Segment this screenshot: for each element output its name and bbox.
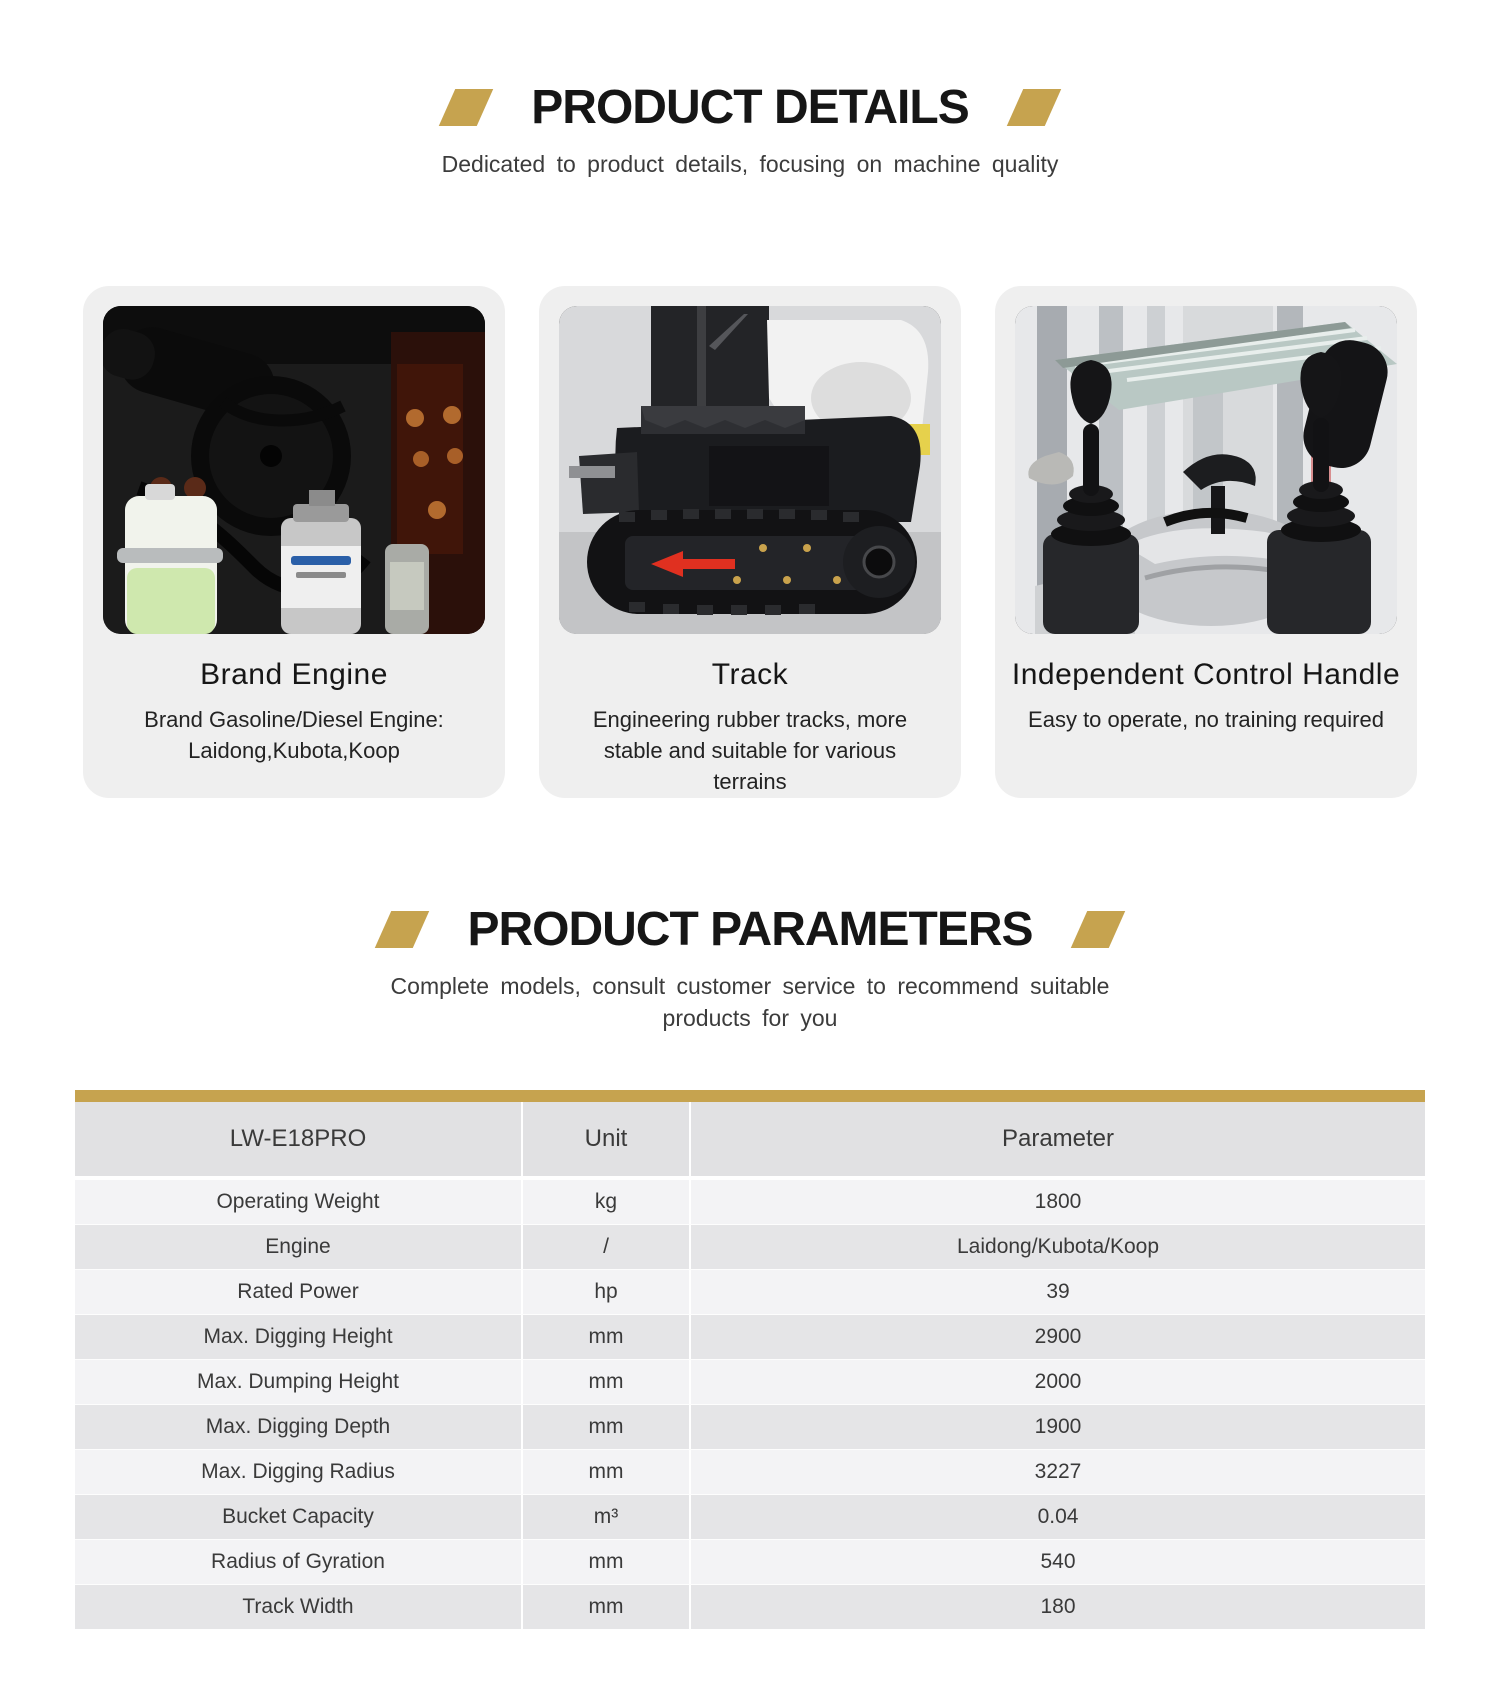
param-value: 180 — [689, 1585, 1425, 1629]
gold-slash-icon — [1006, 89, 1060, 126]
feature-card-engine — [83, 286, 505, 798]
table-row — [75, 1495, 1425, 1540]
details-title: PRODUCT DETAILS — [531, 81, 969, 134]
table-row — [75, 1540, 1425, 1585]
param-unit: mm — [521, 1405, 689, 1449]
param-value: 3227 — [689, 1450, 1425, 1494]
param-value: 39 — [689, 1270, 1425, 1314]
details-header — [0, 80, 1500, 135]
control-handles-image — [1015, 306, 1397, 634]
param-name: Engine — [265, 1234, 331, 1258]
param-value: 1800 — [689, 1180, 1425, 1224]
card-description: Easy to operate, no training required — [1028, 706, 1384, 732]
card-title: Track — [711, 657, 789, 691]
column-header-model: LW-E18PRO — [229, 1124, 367, 1152]
param-name: Track Width — [242, 1594, 354, 1618]
excavator-track-photo — [559, 306, 941, 634]
feature-card-track — [539, 286, 961, 798]
param-unit: kg — [521, 1180, 689, 1224]
param-name: Bucket Capacity — [222, 1504, 374, 1528]
feature-card-handles — [995, 286, 1417, 798]
param-name: Max. Digging Radius — [201, 1459, 395, 1483]
engine-bay-image — [103, 306, 485, 634]
param-value: Laidong/Kubota/Koop — [689, 1225, 1425, 1269]
table-row — [75, 1450, 1425, 1495]
param-unit: mm — [521, 1585, 689, 1629]
param-unit: mm — [521, 1360, 689, 1404]
column-header-unit: Unit — [521, 1102, 689, 1176]
param-unit: / — [521, 1225, 689, 1269]
param-name: Radius of Gyration — [211, 1549, 385, 1573]
table-row — [75, 1180, 1425, 1225]
param-name: Max. Digging Height — [203, 1324, 393, 1348]
table-body — [75, 1180, 1425, 1629]
parameters-table — [75, 1090, 1425, 1629]
param-name: Operating Weight — [216, 1189, 380, 1213]
parameters-subtitle: Complete models, consult customer service to recommend suitable products for you — [390, 973, 1110, 1031]
param-value: 2000 — [689, 1360, 1425, 1404]
card-title: Brand Engine — [200, 657, 388, 691]
table-row — [75, 1225, 1425, 1270]
gold-slash-icon — [439, 89, 493, 126]
details-subtitle: Dedicated to product details, focusing on machine quality — [441, 151, 1059, 178]
control-handles-photo — [1015, 306, 1397, 634]
param-value: 540 — [689, 1540, 1425, 1584]
table-row — [75, 1270, 1425, 1315]
param-unit: mm — [521, 1540, 689, 1584]
feature-cards-row — [83, 286, 1417, 798]
table-row — [75, 1585, 1425, 1629]
card-description: Brand Gasoline/Diesel Engine: Laidong,Kubota,Koop — [144, 706, 444, 764]
param-unit: mm — [521, 1315, 689, 1359]
table-row — [75, 1315, 1425, 1360]
param-value: 2900 — [689, 1315, 1425, 1359]
gold-slash-icon — [1070, 911, 1124, 948]
product-parameters-section — [0, 902, 1500, 1629]
param-value: 0.04 — [689, 1495, 1425, 1539]
parameters-header — [0, 902, 1500, 957]
param-name: Max. Digging Depth — [205, 1414, 391, 1438]
column-header-parameter: Parameter — [689, 1102, 1425, 1176]
table-header-row — [75, 1102, 1425, 1180]
param-unit: m³ — [521, 1495, 689, 1539]
table-row — [75, 1360, 1425, 1405]
gold-slash-icon — [375, 911, 429, 948]
param-value: 1900 — [689, 1405, 1425, 1449]
param-unit: mm — [521, 1450, 689, 1494]
excavator-track-image — [559, 306, 941, 634]
param-name: Max. Dumping Height — [197, 1369, 399, 1393]
engine-bay-photo — [103, 306, 485, 634]
parameters-title: PRODUCT PARAMETERS — [467, 902, 1033, 956]
product-details-section — [0, 0, 1500, 798]
table-row — [75, 1405, 1425, 1450]
card-description: Engineering rubber tracks, more stable and suitable for various terrains — [592, 706, 908, 795]
param-name: Rated Power — [237, 1279, 359, 1303]
card-title: Independent Control Handle — [1011, 657, 1401, 691]
param-unit: hp — [521, 1270, 689, 1314]
